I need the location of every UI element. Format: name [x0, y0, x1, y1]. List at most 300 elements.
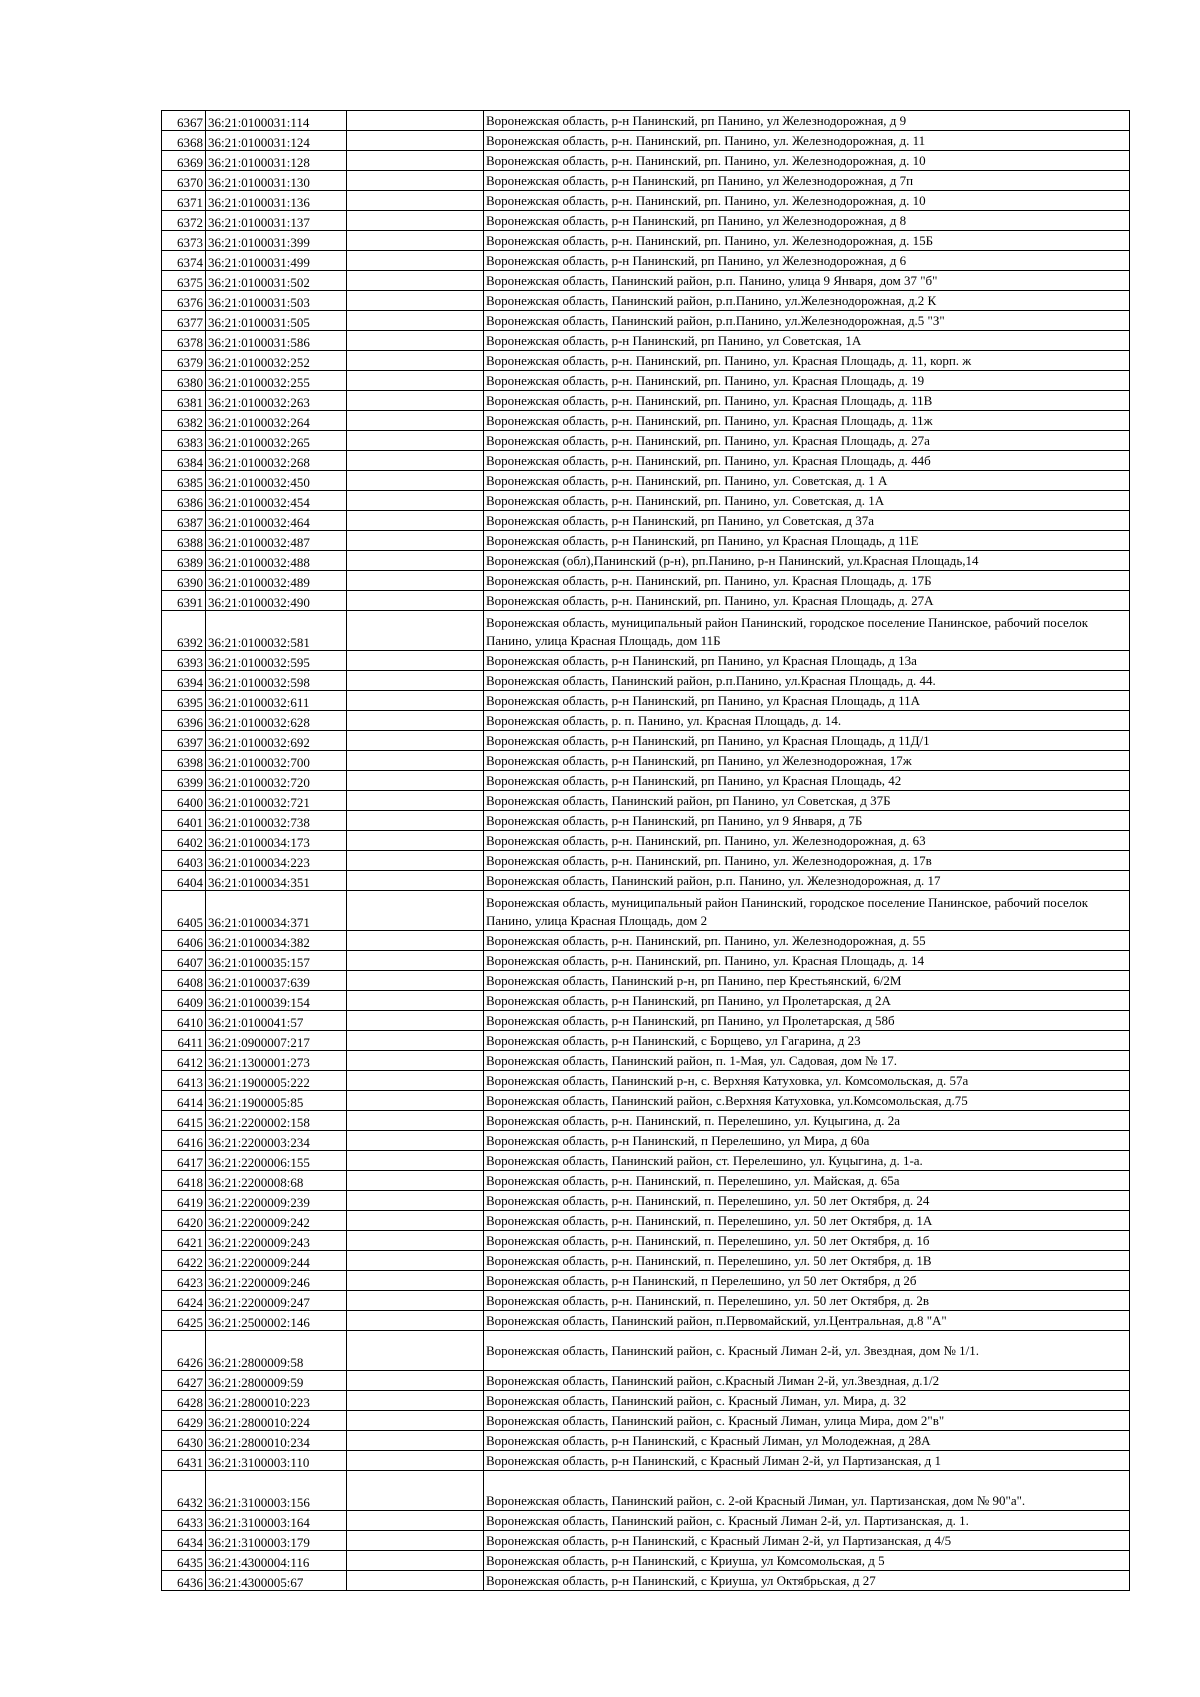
row-number: 6402: [162, 831, 206, 851]
cadastral-number: 36:21:0100041:57: [206, 1011, 347, 1031]
row-number: 6386: [162, 491, 206, 511]
table-row: [162, 391, 1130, 411]
table-row: [162, 1111, 1130, 1131]
address: Воронежская область, Панинский район, с. Красный Лиман, улица Мира, дом 2"в": [484, 1411, 1130, 1431]
cadastral-number: 36:21:0100032:692: [206, 731, 347, 751]
address: Воронежская область, Панинский район, с.Верхняя Катуховка, ул.Комсомольская, д.75: [484, 1091, 1130, 1111]
table-row: [162, 1431, 1130, 1451]
table-row: [162, 211, 1130, 231]
address: Воронежская область, р-н. Панинский, рп. Панино, ул. Красная Площадь, д. 27а: [484, 431, 1130, 451]
address: Воронежская область, р-н. Панинский, п. Перелешино, ул. 50 лет Октября, д. 1б: [484, 1231, 1130, 1251]
cadastral-number: 36:21:0100032:721: [206, 791, 347, 811]
empty-cell: [347, 1311, 484, 1331]
cadastral-number: 36:21:2200009:239: [206, 1191, 347, 1211]
address: Воронежская область, Панинский район, рп Панино, ул Советская, д 37Б: [484, 791, 1130, 811]
cadastral-number: 36:21:2200002:158: [206, 1111, 347, 1131]
table-row: [162, 751, 1130, 771]
cadastral-number: 36:21:0100032:268: [206, 451, 347, 471]
address: Воронежская область, Панинский район, с. Красный Лиман 2-й, ул. Партизанская, д. 1.: [484, 1511, 1130, 1531]
table-row: [162, 1551, 1130, 1571]
address: Воронежская область, р-н Панинский, п Перелешино, ул 50 лет Октября, д 2б: [484, 1271, 1130, 1291]
table-row: [162, 1211, 1130, 1231]
empty-cell: [347, 571, 484, 591]
address: Воронежская область, р-н Панинский, рп Панино, ул Красная Площадь, д 11Е: [484, 531, 1130, 551]
address: Воронежская область, Панинский район, ст. Перелешино, ул. Куцыгина, д. 1-а.: [484, 1151, 1130, 1171]
address: Воронежская область, р-н Панинский, рп Панино, ул Железнодорожная, д 6: [484, 251, 1130, 271]
cadastral-number: 36:21:0100032:598: [206, 671, 347, 691]
row-number: 6391: [162, 591, 206, 611]
row-number: 6408: [162, 971, 206, 991]
empty-cell: [347, 191, 484, 211]
table-row: [162, 411, 1130, 431]
address: Воронежская область, р-н Панинский, рп Панино, ул Советская, 1А: [484, 331, 1130, 351]
address: Воронежская область, Панинский район, р.п.Панино, ул.Железнодорожная, д.5 "З": [484, 311, 1130, 331]
table-row: [162, 291, 1130, 311]
table-row: [162, 1231, 1130, 1251]
table-row: [162, 811, 1130, 831]
empty-cell: [347, 411, 484, 431]
address: Воронежская область, р-н. Панинский, п. Перелешино, ул. 50 лет Октября, д. 1А: [484, 1211, 1130, 1231]
cadastral-number: 36:21:0100031:137: [206, 211, 347, 231]
address: Воронежская область, р-н. Панинский, п. Перелешино, ул. 50 лет Октября, д. 1В: [484, 1251, 1130, 1271]
table-row: [162, 771, 1130, 791]
empty-cell: [347, 331, 484, 351]
table-row: [162, 1571, 1130, 1591]
table-row: [162, 611, 1130, 651]
row-number: 6409: [162, 991, 206, 1011]
table-row: [162, 1191, 1130, 1211]
empty-cell: [347, 551, 484, 571]
table-row: [162, 531, 1130, 551]
address: Воронежская область, р-н. Панинский, п. Перелешино, ул. Майская, д. 65а: [484, 1171, 1130, 1191]
cadastral-number: 36:21:0100031:136: [206, 191, 347, 211]
address: Воронежская область, р-н Панинский, с Красный Лиман 2-й, ул Партизанская, д 1: [484, 1451, 1130, 1471]
address: Воронежская область, р. п. Панино, ул. Красная Площадь, д. 14.: [484, 711, 1130, 731]
empty-cell: [347, 851, 484, 871]
row-number: 6388: [162, 531, 206, 551]
row-number: 6376: [162, 291, 206, 311]
row-number: 6401: [162, 811, 206, 831]
cadastral-number: 36:21:0100032:252: [206, 351, 347, 371]
row-number: 6406: [162, 931, 206, 951]
row-number: 6404: [162, 871, 206, 891]
row-number: 6413: [162, 1071, 206, 1091]
table-row: [162, 1151, 1130, 1171]
cadastral-number: 36:21:2200009:243: [206, 1231, 347, 1251]
address: Воронежская область, р-н Панинский, с Красный Лиман 2-й, ул Партизанская, д 4/5: [484, 1531, 1130, 1551]
table-row: [162, 1251, 1130, 1271]
table-row: [162, 431, 1130, 451]
empty-cell: [347, 511, 484, 531]
empty-cell: [347, 1511, 484, 1531]
address: Воронежская область, муниципальный район Панинский, городское поселение Панинское, рабочий поселок Панино, улица Красная Площадь, дом 11Б: [484, 611, 1130, 651]
empty-cell: [347, 1411, 484, 1431]
row-number: 6412: [162, 1051, 206, 1071]
address: Воронежская область, р-н. Панинский, п. Перелешино, ул. 50 лет Октября, д. 2в: [484, 1291, 1130, 1311]
empty-cell: [347, 1371, 484, 1391]
cadastral-number: 36:21:0100032:255: [206, 371, 347, 391]
table-row: [162, 1311, 1130, 1331]
cadastral-number: 36:21:0100031:399: [206, 231, 347, 251]
address: Воронежская область, Панинский район, п. 1-Мая, ул. Садовая, дом № 17.: [484, 1051, 1130, 1071]
address: Воронежская область, р-н. Панинский, рп. Панино, ул. Железнодорожная, д. 17в: [484, 851, 1130, 871]
table-row: [162, 851, 1130, 871]
table-row: [162, 1131, 1130, 1151]
cadastral-number: 36:21:4300005:67: [206, 1571, 347, 1591]
address: Воронежская область, р-н Панинский, рп Панино, ул 9 Января, д 7Б: [484, 811, 1130, 831]
table-row: [162, 471, 1130, 491]
address: Воронежская область, р-н. Панинский, рп. Панино, ул. Железнодорожная, д. 10: [484, 151, 1130, 171]
address: Воронежская область, р-н Панинский, рп Панино, ул Пролетарская, д 2А: [484, 991, 1130, 1011]
table-row: [162, 1031, 1130, 1051]
table-row: [162, 1091, 1130, 1111]
table-row: [162, 311, 1130, 331]
cadastral-number: 36:21:3100003:164: [206, 1511, 347, 1531]
table-row: [162, 971, 1130, 991]
table-row: [162, 251, 1130, 271]
empty-cell: [347, 1211, 484, 1231]
table-row: [162, 331, 1130, 351]
row-number: 6432: [162, 1471, 206, 1511]
row-number: 6378: [162, 331, 206, 351]
cadastral-number: 36:21:1300001:273: [206, 1051, 347, 1071]
cadastral-number: 36:21:0900007:217: [206, 1031, 347, 1051]
table-row: [162, 111, 1130, 131]
cadastral-number: 36:21:2200008:68: [206, 1171, 347, 1191]
row-number: 6415: [162, 1111, 206, 1131]
cadastral-number: 36:21:0100031:124: [206, 131, 347, 151]
empty-cell: [347, 1271, 484, 1291]
empty-cell: [347, 471, 484, 491]
row-number: 6375: [162, 271, 206, 291]
address: Воронежская область, Панинский район, с. Красный Лиман, ул. Мира, д. 32: [484, 1391, 1130, 1411]
empty-cell: [347, 1331, 484, 1371]
empty-cell: [347, 931, 484, 951]
cadastral-number: 36:21:2200009:242: [206, 1211, 347, 1231]
empty-cell: [347, 1471, 484, 1511]
address: Воронежская область, Панинский район, р.п. Панино, улица 9 Января, дом 37 "б": [484, 271, 1130, 291]
empty-cell: [347, 671, 484, 691]
address: Воронежская (обл),Панинский (р-н), рп.Панино, р-н Панинский, ул.Красная Площадь,14: [484, 551, 1130, 571]
address: Воронежская область, Панинский район, с.Красный Лиман 2-й, ул.Звездная, д.1/2: [484, 1371, 1130, 1391]
cadastral-number: 36:21:0100032:738: [206, 811, 347, 831]
cadastral-number: 36:21:0100032:464: [206, 511, 347, 531]
address: Воронежская область, р-н Панинский, рп Панино, ул Железнодорожная, д 8: [484, 211, 1130, 231]
empty-cell: [347, 951, 484, 971]
empty-cell: [347, 491, 484, 511]
cadastral-number: 36:21:0100032:628: [206, 711, 347, 731]
table-row: [162, 871, 1130, 891]
cadastral-number: 36:21:0100032:490: [206, 591, 347, 611]
empty-cell: [347, 1431, 484, 1451]
empty-cell: [347, 251, 484, 271]
row-number: 6368: [162, 131, 206, 151]
empty-cell: [347, 111, 484, 131]
table-row: [162, 671, 1130, 691]
row-number: 6389: [162, 551, 206, 571]
empty-cell: [347, 211, 484, 231]
address: Воронежская область, р-н. Панинский, рп. Панино, ул. Красная Площадь, д. 11, корп. ж: [484, 351, 1130, 371]
cadastral-number: 36:21:0100032:700: [206, 751, 347, 771]
table-row: [162, 1411, 1130, 1431]
row-number: 6416: [162, 1131, 206, 1151]
address: Воронежская область, р-н. Панинский, рп. Панино, ул. Красная Площадь, д. 19: [484, 371, 1130, 391]
row-number: 6434: [162, 1531, 206, 1551]
row-number: 6399: [162, 771, 206, 791]
address: Воронежская область, р-н Панинский, рп Панино, ул Железнодорожная, д 9: [484, 111, 1130, 131]
row-number: 6371: [162, 191, 206, 211]
table-row: [162, 131, 1130, 151]
table-row: [162, 591, 1130, 611]
table-row: [162, 151, 1130, 171]
row-number: 6431: [162, 1451, 206, 1471]
cadastral-number: 36:21:0100031:499: [206, 251, 347, 271]
empty-cell: [347, 1031, 484, 1051]
table-row: [162, 931, 1130, 951]
empty-cell: [347, 351, 484, 371]
cadastral-number: 36:21:2800009:59: [206, 1371, 347, 1391]
cadastral-number: 36:21:2800009:58: [206, 1331, 347, 1371]
address: Воронежская область, р-н. Панинский, п. Перелешино, ул. 50 лет Октября, д. 24: [484, 1191, 1130, 1211]
address: Воронежская область, р-н Панинский, п Перелешино, ул Мира, д 60а: [484, 1131, 1130, 1151]
cadastral-number: 36:21:2200006:155: [206, 1151, 347, 1171]
cadastral-number: 36:21:2200009:247: [206, 1291, 347, 1311]
empty-cell: [347, 811, 484, 831]
empty-cell: [347, 1151, 484, 1171]
address: Воронежская область, р-н. Панинский, рп. Панино, ул. Красная Площадь, д. 11ж: [484, 411, 1130, 431]
cadastral-number: 36:21:3100003:156: [206, 1471, 347, 1511]
cadastral-number: 36:21:0100031:503: [206, 291, 347, 311]
row-number: 6410: [162, 1011, 206, 1031]
cadastral-number: 36:21:0100034:223: [206, 851, 347, 871]
address: Воронежская область, р-н Панинский, рп Панино, ул Красная Площадь, д 11Д/1: [484, 731, 1130, 751]
row-number: 6426: [162, 1331, 206, 1371]
empty-cell: [347, 1451, 484, 1471]
address: Воронежская область, р-н Панинский, с Криуша, ул Октябрьская, д 27: [484, 1571, 1130, 1591]
empty-cell: [347, 371, 484, 391]
table-row: [162, 831, 1130, 851]
empty-cell: [347, 1191, 484, 1211]
address: Воронежская область, муниципальный район Панинский, городское поселение Панинское, рабочий поселок Панино, улица Красная Площадь, дом 2: [484, 891, 1130, 931]
row-number: 6396: [162, 711, 206, 731]
cadastral-number: 36:21:0100039:154: [206, 991, 347, 1011]
row-number: 6436: [162, 1571, 206, 1591]
address: Воронежская область, р-н Панинский, с Борщево, ул Гагарина, д 23: [484, 1031, 1130, 1051]
row-number: 6370: [162, 171, 206, 191]
row-number: 6379: [162, 351, 206, 371]
table-row: [162, 231, 1130, 251]
table-row: [162, 1531, 1130, 1551]
address: Воронежская область, Панинский район, р.п.Панино, ул.Железнодорожная, д.2 К: [484, 291, 1130, 311]
table-row: [162, 1171, 1130, 1191]
cadastral-number: 36:21:0100037:639: [206, 971, 347, 991]
table-row: [162, 891, 1130, 931]
address: Воронежская область, р-н Панинский, рп Панино, ул Красная Площадь, 42: [484, 771, 1130, 791]
cadastral-number: 36:21:1900005:85: [206, 1091, 347, 1111]
table-row: [162, 691, 1130, 711]
table-row: [162, 1291, 1130, 1311]
empty-cell: [347, 751, 484, 771]
row-number: 6383: [162, 431, 206, 451]
empty-cell: [347, 431, 484, 451]
row-number: 6405: [162, 891, 206, 931]
empty-cell: [347, 1171, 484, 1191]
address: Воронежская область, р-н Панинский, рп Панино, ул Железнодорожная, 17ж: [484, 751, 1130, 771]
row-number: 6393: [162, 651, 206, 671]
empty-cell: [347, 391, 484, 411]
address: Воронежская область, р-н. Панинский, рп. Панино, ул. Красная Площадь, д. 27А: [484, 591, 1130, 611]
cadastral-number: 36:21:2800010:234: [206, 1431, 347, 1451]
address: Воронежская область, р-н Панинский, с Красный Лиман, ул Молодежная, д 28А: [484, 1431, 1130, 1451]
row-number: 6395: [162, 691, 206, 711]
row-number: 6423: [162, 1271, 206, 1291]
address: Воронежская область, р-н Панинский, с Криуша, ул Комсомольская, д 5: [484, 1551, 1130, 1571]
row-number: 6429: [162, 1411, 206, 1431]
address: Воронежская область, Панинский р-н, с. Верхняя Катуховка, ул. Комсомольская, д. 57а: [484, 1071, 1130, 1091]
cadastral-number: 36:21:0100034:382: [206, 931, 347, 951]
row-number: 6420: [162, 1211, 206, 1231]
cadastral-number: 36:21:2500002:146: [206, 1311, 347, 1331]
table-row: [162, 951, 1130, 971]
table-row: [162, 1371, 1130, 1391]
row-number: 6387: [162, 511, 206, 531]
address: Воронежская область, Панинский район, п.Первомайский, ул.Центральная, д.8 "А": [484, 1311, 1130, 1331]
table-row: [162, 1071, 1130, 1091]
empty-cell: [347, 1531, 484, 1551]
empty-cell: [347, 151, 484, 171]
empty-cell: [347, 131, 484, 151]
empty-cell: [347, 691, 484, 711]
empty-cell: [347, 891, 484, 931]
table-row: [162, 991, 1130, 1011]
address: Воронежская область, Панинский р-н, рп Панино, пер Крестьянский, 6/2М: [484, 971, 1130, 991]
empty-cell: [347, 531, 484, 551]
empty-cell: [347, 731, 484, 751]
table-row: [162, 191, 1130, 211]
table-row: [162, 1011, 1130, 1031]
address: Воронежская область, р-н. Панинский, рп. Панино, ул. Железнодорожная, д. 15Б: [484, 231, 1130, 251]
row-number: 6367: [162, 111, 206, 131]
empty-cell: [347, 991, 484, 1011]
cadastral-number: 36:21:0100031:502: [206, 271, 347, 291]
empty-cell: [347, 311, 484, 331]
address: Воронежская область, р-н. Панинский, рп. Панино, ул. Красная Площадь, д. 11В: [484, 391, 1130, 411]
cadastral-number: 36:21:0100034:351: [206, 871, 347, 891]
cadastral-number: 36:21:2800010:224: [206, 1411, 347, 1431]
address: Воронежская область, р-н. Панинский, рп. Панино, ул. Железнодорожная, д. 11: [484, 131, 1130, 151]
cadastral-number: 36:21:0100034:371: [206, 891, 347, 931]
row-number: 6422: [162, 1251, 206, 1271]
row-number: 6400: [162, 791, 206, 811]
empty-cell: [347, 1131, 484, 1151]
table-row: [162, 451, 1130, 471]
row-number: 6384: [162, 451, 206, 471]
address: Воронежская область, р-н Панинский, рп Панино, ул Пролетарская, д 58б: [484, 1011, 1130, 1031]
row-number: 6414: [162, 1091, 206, 1111]
address: Воронежская область, р-н. Панинский, рп. Панино, ул. Железнодорожная, д. 10: [484, 191, 1130, 211]
row-number: 6382: [162, 411, 206, 431]
table-row: [162, 491, 1130, 511]
empty-cell: [347, 1571, 484, 1591]
address: Воронежская область, р-н Панинский, рп Панино, ул Красная Площадь, д 13а: [484, 651, 1130, 671]
cadastral-number: 36:21:0100031:114: [206, 111, 347, 131]
address: Воронежская область, р-н. Панинский, рп. Панино, ул. Красная Площадь, д. 44б: [484, 451, 1130, 471]
address: Воронежская область, р-н. Панинский, рп. Панино, ул. Советская, д. 1А: [484, 491, 1130, 511]
empty-cell: [347, 1551, 484, 1571]
cadastral-number: 36:21:3100003:110: [206, 1451, 347, 1471]
row-number: 6390: [162, 571, 206, 591]
row-number: 6374: [162, 251, 206, 271]
address: Воронежская область, Панинский район, р.п.Панино, ул.Красная Площадь, д. 44.: [484, 671, 1130, 691]
row-number: 6372: [162, 211, 206, 231]
table-row: [162, 511, 1130, 531]
empty-cell: [347, 231, 484, 251]
address: Воронежская область, Панинский район, с. Красный Лиман 2-й, ул. Звездная, дом № 1/1.: [484, 1331, 1130, 1371]
cadastral-number: 36:21:0100035:157: [206, 951, 347, 971]
row-number: 6369: [162, 151, 206, 171]
address: Воронежская область, Панинский район, с. 2-ой Красный Лиман, ул. Партизанская, дом № 90"а".: [484, 1471, 1130, 1511]
row-number: 6435: [162, 1551, 206, 1571]
cadastral-number: 36:21:0100032:454: [206, 491, 347, 511]
address: Воронежская область, р-н Панинский, рп Панино, ул Железнодорожная, д 7п: [484, 171, 1130, 191]
row-number: 6424: [162, 1291, 206, 1311]
cadastral-number: 36:21:3100003:179: [206, 1531, 347, 1551]
table-row: [162, 1451, 1130, 1471]
table-row: [162, 651, 1130, 671]
table-row: [162, 371, 1130, 391]
empty-cell: [347, 291, 484, 311]
empty-cell: [347, 271, 484, 291]
address: Воронежская область, р-н Панинский, рп Панино, ул Красная Площадь, д 11А: [484, 691, 1130, 711]
table-body: [162, 111, 1130, 1591]
address: Воронежская область, р-н. Панинский, рп. Панино, ул. Красная Площадь, д. 17Б: [484, 571, 1130, 591]
row-number: 6373: [162, 231, 206, 251]
row-number: 6380: [162, 371, 206, 391]
empty-cell: [347, 1011, 484, 1031]
empty-cell: [347, 1071, 484, 1091]
empty-cell: [347, 871, 484, 891]
empty-cell: [347, 1391, 484, 1411]
table-row: [162, 711, 1130, 731]
empty-cell: [347, 971, 484, 991]
empty-cell: [347, 771, 484, 791]
empty-cell: [347, 831, 484, 851]
row-number: 6425: [162, 1311, 206, 1331]
cadastral-number: 36:21:2200009:246: [206, 1271, 347, 1291]
cadastral-number: 36:21:2200009:244: [206, 1251, 347, 1271]
cadastral-number: 36:21:0100032:595: [206, 651, 347, 671]
cadastral-number: 36:21:0100032:720: [206, 771, 347, 791]
row-number: 6407: [162, 951, 206, 971]
address: Воронежская область, р-н. Панинский, рп. Панино, ул. Красная Площадь, д. 14: [484, 951, 1130, 971]
address: Воронежская область, р-н Панинский, рп Панино, ул Советская, д 37а: [484, 511, 1130, 531]
empty-cell: [347, 1091, 484, 1111]
cadastral-number: 36:21:0100031:130: [206, 171, 347, 191]
table-row: [162, 571, 1130, 591]
row-number: 6433: [162, 1511, 206, 1531]
cadastral-number: 36:21:0100032:488: [206, 551, 347, 571]
cadastral-number: 36:21:0100032:581: [206, 611, 347, 651]
address: Воронежская область, р-н. Панинский, рп. Панино, ул. Железнодорожная, д. 55: [484, 931, 1130, 951]
address: Воронежская область, Панинский район, р.п. Панино, ул. Железнодорожная, д. 17: [484, 871, 1130, 891]
empty-cell: [347, 451, 484, 471]
table-row: [162, 1271, 1130, 1291]
table-row: [162, 271, 1130, 291]
address: Воронежская область, р-н. Панинский, рп. Панино, ул. Советская, д. 1 А: [484, 471, 1130, 491]
cadastral-number: 36:21:0100032:450: [206, 471, 347, 491]
row-number: 6403: [162, 851, 206, 871]
cadastral-number: 36:21:2200003:234: [206, 1131, 347, 1151]
